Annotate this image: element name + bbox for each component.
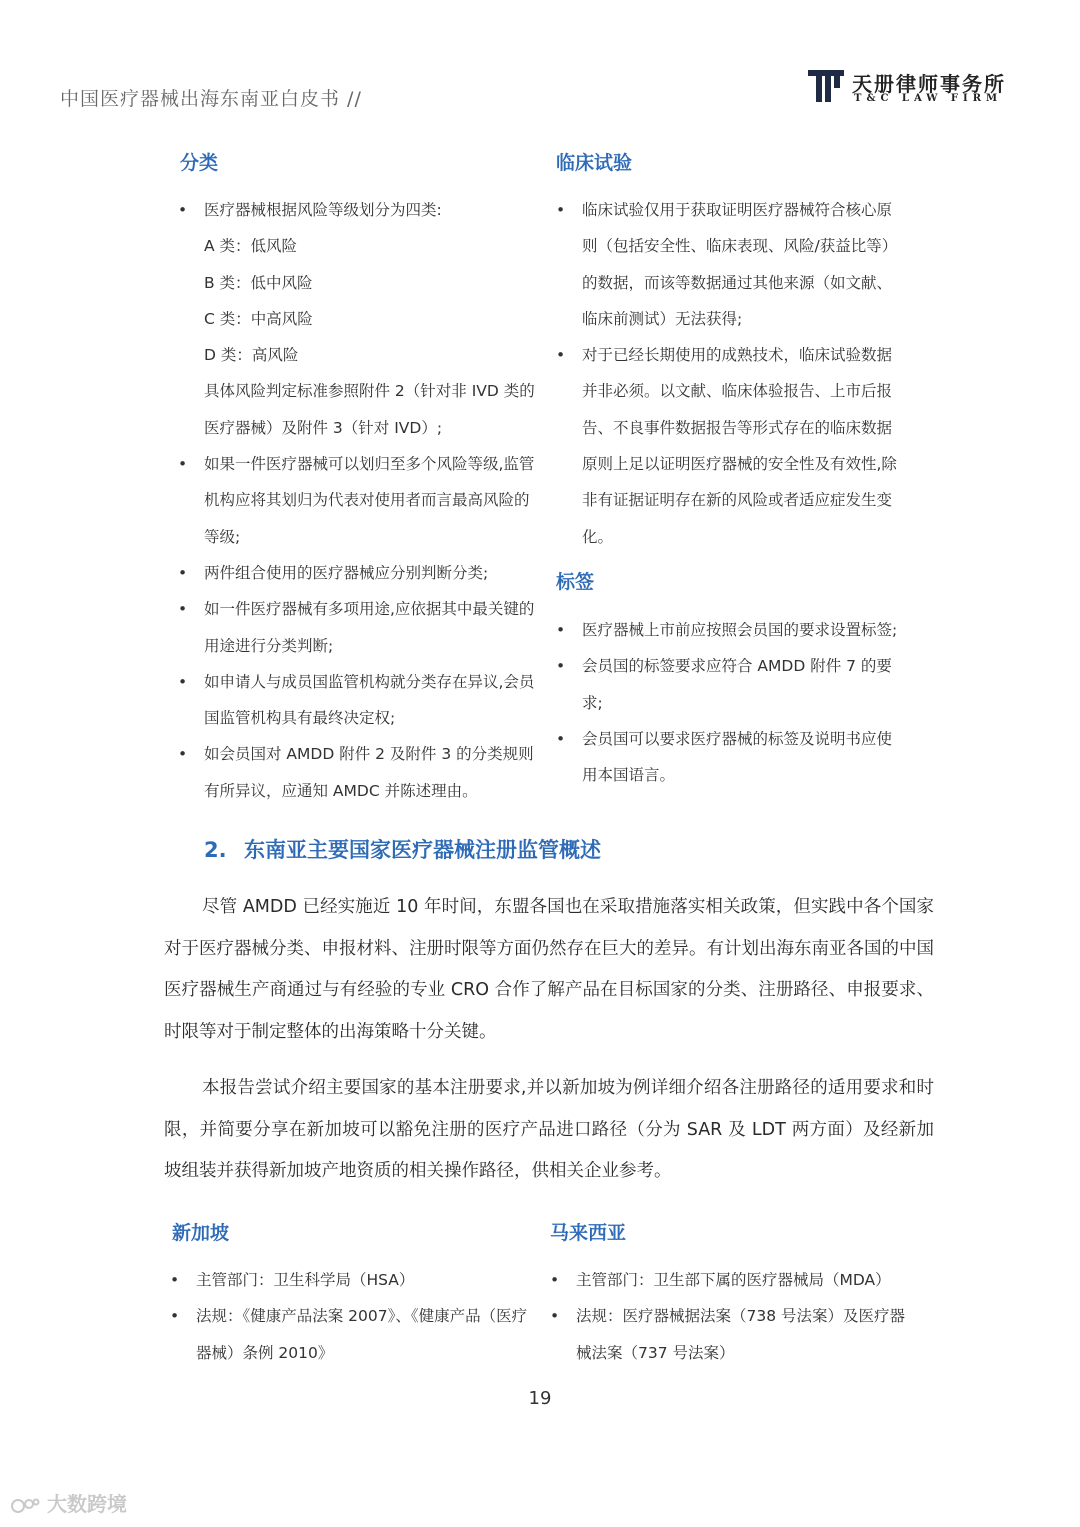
section-2-paragraph-2: 本报告尝试介绍主要国家的基本注册要求,并以新加坡为例详细介绍各注册路径的适用要求和时限，并简要分享在新加坡可以豁免注册的医疗产品进口路径（分为 SAR 及 LDT 两方面）及经新加坡组装并获得新加坡产地资质的相关操作路径，供相关企业参考。 xyxy=(164,1078,934,1181)
watermark-logo-icon xyxy=(10,1496,40,1516)
law-firm-logo xyxy=(808,68,1018,112)
malaysia-list xyxy=(550,1262,912,1371)
classification-heading: 分类 xyxy=(180,152,219,174)
list-item: C 类：中高风险 xyxy=(204,309,313,328)
list-item: D 类：高风险 xyxy=(204,346,299,365)
clinical-list xyxy=(556,192,906,555)
labeling-list-container xyxy=(556,612,906,793)
watermark-text: 大数跨境 xyxy=(46,1492,127,1516)
list-item: • 法规：医疗器械据法案（738 号法案）及医疗器械法案（737 号法案） xyxy=(550,1298,912,1371)
law-firm-name-en: T&C LAW FIRM xyxy=(854,93,1003,104)
labeling-heading: 标签 xyxy=(556,571,595,593)
section-number: 2. xyxy=(204,838,227,862)
list-item: • 主管部门：卫生部下属的医疗器械局（MDA） xyxy=(550,1262,912,1298)
list-item: 具体风险判定标准参照附件 2（针对非 IVD 类的医疗器械）及附件 3（针对 IVD）; xyxy=(204,382,535,437)
labeling-list xyxy=(556,612,906,793)
list-item: • 医疗器械上市前应按照会员国的要求设置标签; xyxy=(556,612,906,648)
clinical-list-container xyxy=(556,192,906,555)
list-item: • 法规：《健康产品法案 2007》、《健康产品（医疗器械）条例 2010》 xyxy=(170,1298,540,1371)
section-2-heading xyxy=(204,834,601,864)
classification-list-container xyxy=(178,192,538,809)
list-item: • 医疗器械根据风险等级划分为四类: A 类：低风险 B 类：低中风险 C 类：中高风险 D 类：高风险 具体风险判定标准参照附件 2（针对非 IVD 类的医疗器械）及附件 3（针对 IVD）; xyxy=(178,192,538,446)
watermark xyxy=(10,1488,127,1517)
list-item: B 类：低中风险 xyxy=(204,273,313,292)
tc-logo-icon xyxy=(808,68,844,104)
malaysia-heading: 马来西亚 xyxy=(550,1222,627,1244)
singapore-list-container xyxy=(170,1262,540,1371)
risk-class-list xyxy=(204,228,538,446)
list-item: • 对于已经长期使用的成熟技术，临床试验数据并非必须。以文献、临床体验报告、上市后报告、不良事件数据报告等形式存在的临床数据原则上足以证明医疗器械的安全性及有效性,除非有证据证明存在新的风险或者适应症发生变化。 xyxy=(556,337,906,555)
list-item: A 类：低风险 xyxy=(204,237,298,256)
list-item: • 两件组合使用的医疗器械应分别判断分类; xyxy=(178,555,538,591)
singapore-heading: 新加坡 xyxy=(172,1222,230,1244)
classification-list xyxy=(178,192,538,809)
malaysia-list-container xyxy=(550,1262,912,1371)
list-item: • 如果一件医疗器械可以划归至多个风险等级,监管机构应将其划归为代表对使用者而言最高风险的等级; xyxy=(178,446,538,555)
section-title: 东南亚主要国家医疗器械注册监管概述 xyxy=(244,838,601,862)
document-header-title: 中国医疗器械出海东南亚白皮书 // xyxy=(60,88,362,110)
list-item: • 如一件医疗器械有多项用途,应依据其中最关键的用途进行分类判断; xyxy=(178,591,538,664)
list-item: • 会员国的标签要求应符合 AMDD 附件 7 的要求; xyxy=(556,648,906,721)
list-item: • 如会员国对 AMDD 附件 2 及附件 3 的分类规则有所异议，应通知 AMDC 并陈述理由。 xyxy=(178,736,538,809)
list-item: • 会员国可以要求医疗器械的标签及说明书应使用本国语言。 xyxy=(556,721,906,794)
law-firm-name-cn: 天册律师事务所 xyxy=(852,72,1006,96)
list-item: • 如申请人与成员国监管机构就分类存在异议,会员国监管机构具有最终决定权; xyxy=(178,664,538,737)
list-item: • 临床试验仅用于获取证明医疗器械符合核心原则（包括安全性、临床表现、风险/获益比等）的数据，而该等数据通过其他来源（如文献、临床前测试）无法获得; xyxy=(556,192,906,337)
list-item: • 主管部门：卫生科学局（HSA） xyxy=(170,1262,540,1298)
section-2-paragraph-1: 尽管 AMDD 已经实施近 10 年时间，东盟各国也在采取措施落实相关政策，但实践中各个国家对于医疗器械分类、申报材料、注册时限等方面仍然存在巨大的差异。有计划出海东南亚各国的中国医疗器械生产商通过与有经验的专业 CRO 合作了解产品在目标国家的分类、注册路径、申报要求、时限等对于制定整体的出海策略十分关键。 xyxy=(164,897,934,1042)
page-number: 19 xyxy=(528,1388,552,1409)
clinical-heading: 临床试验 xyxy=(556,152,633,174)
singapore-list xyxy=(170,1262,540,1371)
